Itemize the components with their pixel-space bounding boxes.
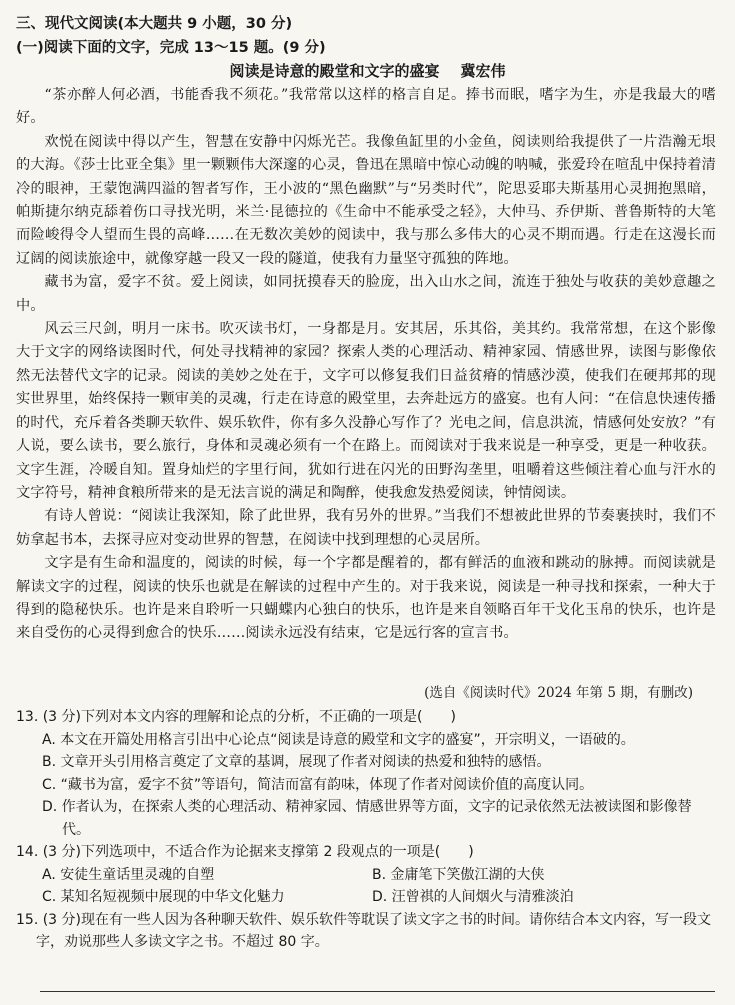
paragraph: 藏书为富，爱字不贫。爱上阅读，如同抚摸春天的脸庞，出入山水之间，流连于独处与收获的美妙意趣之中。 — [16, 274, 716, 314]
questions — [16, 706, 718, 954]
question-14-option-c[interactable]: C. 某知名短视频中展现的中华文化魅力 — [42, 889, 285, 905]
article-title: 阅读是诗意的殿堂和文字的盛宴 — [229, 62, 440, 80]
answer-line[interactable] — [40, 991, 715, 992]
passage — [16, 84, 716, 646]
question-13-option-c[interactable]: C. “藏书为富，爱字不贫”等语句，简洁而富有韵味，体现了作者对阅读价值的高度认同。 — [42, 776, 594, 793]
question-13-stem: 13. (3 分)下列对本文内容的理解和论点的分析，不正确的一项是( ) — [16, 709, 456, 725]
article-title-line — [0, 60, 735, 81]
article-author: 冀宏伟 — [460, 62, 506, 80]
question-14-option-d[interactable]: D. 汪曾祺的人间烟火与清雅淡泊 — [372, 889, 574, 905]
question-14-option-a[interactable]: A. 安徒生童话里灵魂的自塑 — [42, 866, 215, 883]
question-13-option-d[interactable]: D. 作者认为，在探索人类的心理活动、精神家园、情感世界等方面，文字的记录依然无法被读图和影像替代。 — [42, 799, 692, 838]
paragraph: 风云三尺剑，明月一床书。吹灭读书灯，一身都是月。安其居，乐其俗，美其约。我常常想，在这个影像大于文字的网络读图时代，何处寻找精神的家园？探索人类的心理活动、精神家园、情感世界，读图与影像依然无法替代文字的记录。阅读的美妙之处在于，文字可以修复我们日益贫瘠的情感沙漠，使我们在硬邦邦的现实世界里，始终保持一颗审美的灵魂，行走在诗意的殿堂里，去奔赴远方的盛宴。也有人问：“在信息快速传播的时代，充斥着各类聊天软件、娱乐软件，你有多久没静心写作了？光电之间，信息洪流，情感何处安放？”有人说，要么读书，要么旅行，身体和灵魂必须有一个在路上。而阅读对于我来说是一种享受，更是一种收获。文字生涯，冷暖自知。置身灿烂的字里行间，犹如行进在闪光的田野沟垄里，咀嚼着这些倾注着心血与汗水的文字符号，精神食粮所带来的是无法言说的满足和陶醉，使我愈发热爱阅读，钟情阅读。 — [16, 321, 716, 501]
question-13-option-b[interactable]: B. 文章开头引用格言奠定了文章的基调，展现了作者对阅读的热爱和独特的感悟。 — [42, 754, 551, 770]
source-citation: (选自《阅读时代》2024 年第 5 期，有删改) — [424, 685, 693, 701]
paragraph: 文字是有生命和温度的，阅读的时候，每一个字都是醒着的，都有鲜活的血液和跳动的脉搏。而阅读就是解读文字的过程，阅读的快乐也就是在解读的过程中产生的。对于我来说，阅读是一种寻找和探索，一种大于得到的隐秘快乐。也许是来自聆听一只蝴蝶内心独白的快乐，也许是来自领略百年干戈化玉帛的快乐，也许是来自受伤的心灵得到愈合的快乐……阅读永远没有结束，它是远行客的宣言书。 — [16, 555, 716, 642]
paragraph: 欢悦在阅读中得以产生，智慧在安静中闪烁光芒。我像鱼缸里的小金鱼，阅读则给我提供了一片浩瀚无垠的大海。《莎士比亚全集》里一颗颗伟大深邃的心灵，鲁迅在黑暗中惊心动魄的呐喊，张爱玲在喧乱中保持着清冷的眼神，王蒙饱满四溢的智者写作，王小波的“黑色幽默”与“另类时代”，陀思妥耶夫斯基用心灵拥抱黑暗，帕斯捷尔纳克舔着伤口寻找光明，米兰·昆德拉的《生命中不能承受之轻》，大仲马、乔伊斯、普鲁斯特的大笔而险峻得令人望而生畏的高峰……在无数次美妙的阅读中，我与那么多伟大的心灵不期而遇。行走在这漫长而辽阔的阅读旅途中，就像穿越一段又一段的隧道，使我有力量坚守孤独的阵地。 — [16, 133, 716, 267]
question-15-stem: 15. (3 分)现在有一些人因为各种聊天软件、娱乐软件等耽误了读文字之书的时间。请你结合本文内容，写一段文字，劝说那些人多读文字之书。不超过 80 字。 — [16, 911, 711, 950]
subsection-header: (一)阅读下面的文字，完成 13～15 题。(9 分) — [16, 40, 326, 56]
question-14-option-b[interactable]: B. 金庸笔下笑傲江湖的大侠 — [372, 866, 545, 883]
section-header: 三、现代文阅读(本大题共 9 小题，30 分) — [16, 16, 293, 32]
paragraph: “茶亦醉人何必酒，书能香我不须花。”我常常以这样的格言自足。捧书而眠，嗜字为生，亦是我最大的嗜好。 — [16, 87, 716, 127]
question-13-option-a[interactable]: A. 本文在开篇处用格言引出中心论点“阅读是诗意的殿堂和文字的盛宴”，开宗明义，一语破的。 — [42, 731, 635, 748]
question-14-stem: 14. (3 分)下列选项中，不适合作为论据来支撑第 2 段观点的一项是( ) — [16, 844, 474, 860]
paragraph: 有诗人曾说：“阅读让我深知，除了此世界，我有另外的世界。”当我们不想被此世界的节奏裹挟时，我们不妨拿起书本，去探寻应对变动世界的智慧，在阅读中找到理想的心灵居所。 — [16, 508, 716, 548]
question-14-options — [16, 864, 718, 909]
